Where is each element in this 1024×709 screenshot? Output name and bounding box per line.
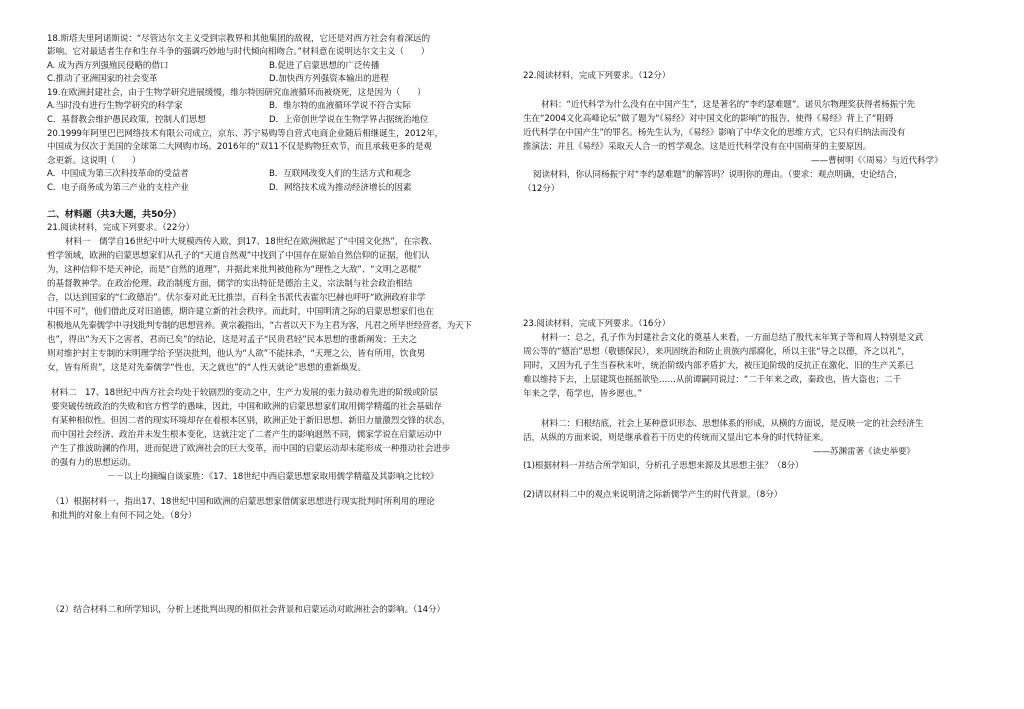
q20-stem-line-3: 念更新。这说明（ ） [47, 156, 141, 166]
q20-option-a: A．中国成为第三次科技革命的受益者 [47, 169, 189, 179]
q19-stem: 19.在欧洲封建社会，由于生物学研究进展缓慢，维尔特因研究血液循环而被烧死，这是因为（ ） [47, 88, 426, 98]
q18-stem-line-1: 18.斯塔夫里阿诺斯说：“尽管达尔文主义受到宗教界和其他集团的敌视，它还是对西方社会有着深远的 [47, 34, 430, 44]
section-title: 二、材料题（共3大题，共50分） [47, 210, 182, 220]
q23-material2-line-2: 活，从纵的方面来说，则是继承着若干历史的传统而又显出它本身的时代特征来。 [523, 433, 829, 443]
q21-material2-line-3: 有某种相似性。但因二者的现实环境却存在着根本区别，欧洲正处于新旧思想、新旧力量激烈交锋的状态， [51, 416, 451, 426]
q21-material1-line-5: 合，以达到国家的“仁政德治”。伏尔泰对此无比推崇，百科全书派代表霍尔巴赫也呼吁“欧洲政府非学 [47, 293, 426, 303]
q20-option-c: C．电子商务成为第三产业的支柱产业 [47, 183, 189, 193]
q23-question-1: (1)根据材料一并结合所学知识，分析孔子思想来源及其思想主张？（8分） [523, 461, 804, 471]
q20-option-b: B．互联网改变人们的生活方式和观念 [269, 169, 411, 179]
q21-material2-line-6: 的强有力的思想运动。 [51, 458, 136, 468]
q21-intro: 21.阅读材料，完成下列要求。（22分） [47, 223, 195, 233]
q20-stem-line-1: 20.1999年阿里巴巴网络技术有限公司成立，京东、苏宁易购等自营式电商企业随后相继诞生，2012年， [47, 129, 444, 139]
q21-material1-line-7: 积极地从先秦儒学中寻找批判专制的思想营养。黄宗羲指出，“古者以天下为主君为客，凡君之所毕世经营者，为天下 [47, 321, 472, 331]
q23-material1-line-4: 难以维持下去，上层建筑也摇摇欲坠……从前谭嗣同说过：“二千年来之政，秦政也，皆大盗也；二千 [523, 375, 902, 385]
q19-option-c: C．基督教会维护愚民政策，控制人们思想 [47, 115, 206, 125]
q21-material2-line-2: 要突破传统政治的失败和官方哲学的愚味，因此，中国和欧洲的启蒙思想家们取用儒学精蕴的社会基础存 [51, 402, 442, 412]
q21-source: －－以上均摘编自谈家胜：《17、18世纪中西启蒙思想家取用儒学精蕴及其影响之比较》 [107, 472, 439, 482]
q23-intro: 23.阅读材料，完成下列要求。（16分） [523, 319, 671, 329]
q18-stem-line-2: 影响。它对最适者生存和生存斗争的强调巧妙地与时代倾向相吻合。”材料意在说明达尔文主义（ ） [47, 47, 430, 57]
q21-material1-line-8: 也”，得出“为天下之害者，君而已矣”的结论，这是对孟子“民贵君轻”民本思想的重新阐发；王夫之 [47, 335, 418, 345]
q21-question-1-line-1: （1）根据材料一，指出17、18世纪中国和欧洲的启蒙思想家借儒家思想进行现实批判时所利用的理论 [51, 497, 435, 507]
q18-option-c: C.推动了亚洲国家的社会变革 [47, 74, 158, 84]
q18-option-b: B.促进了启蒙思想的广泛传播 [269, 61, 380, 71]
q21-material2-line-1: 材料二 17、18世纪中西方社会均处于较剧烈的变动之中，生产力发展的张力鼓动着先进的阶级或阶层 [51, 388, 438, 398]
q21-material1-line-1: 材料一 儒学自16世纪中叶大规模西传入欧，到17、18世纪在欧洲掀起了“中国文化热”，在宗教、 [65, 237, 438, 247]
q19-option-a: A.当时没有进行生物学研究的科学家 [47, 101, 183, 111]
q22-material-line-3: 近代科学在中国产生”的罪名。杨先生认为，《易经》影响了中华文化的思维方式，它只有归纳法而没有 [523, 128, 906, 138]
q19-option-b: B．维尔特的血液循环学说不符合实际 [269, 101, 411, 111]
q23-material2-line-1: 材料二：归根结底，社会上某种意识形态、思想体系的形成，从横的方面说，是反映一定的社会经济生 [541, 419, 924, 429]
q21-material1-line-3: 为，这种信仰不是天神论，而是“自然的道理”，并据此来批判被他称为“理性之大敌”、“文明之恶棍” [47, 265, 422, 275]
q20-option-d: D．网络技术成为推动经济增长的因素 [269, 183, 412, 193]
q22-question-line-2: （12分） [523, 184, 560, 194]
q21-material1-line-9: 则对维护封主专制的宋明理学给予坚决批判，他认为“人欲”不能抹杀，“天理之公，皆有所用，饮食男 [47, 349, 426, 359]
q23-material1-line-3: 同时，又因为孔子生当春秋末叶，统治阶级内部矛盾扩大，被压迫阶级的反抗正在激化，旧的生产关系已 [523, 361, 914, 371]
q22-question-line-1: 阅读材料，你认同杨振宁对“李约瑟难题”的解答吗？说明你的理由。（要求：观点明确，史论结合， [533, 170, 903, 180]
q23-material1-line-5: 年来之学，荀学也，皆乡愿也。” [523, 389, 642, 399]
q21-material1-line-2: 哲学领域，欧洲的启蒙思想家们从孔子的“天道自然观”中找到了中国存在原始自然信仰的证据，他们认 [47, 251, 430, 261]
q21-material1-line-10: 女，皆有所贵”，这是对先秦儒学“性也，天之就也”的“人性天就论”思想的重新焕发。 [47, 363, 367, 373]
q23-question-2: (2)请以材料二中的观点来说明清之际新儒学产生的时代背景。（8分） [523, 490, 783, 500]
q23-material1-line-1: 材料一：总之，孔子作为封建社会文化的奠基人来看，一方面总结了殷代末年箕子等和周人特别是文武 [541, 333, 924, 343]
q21-material2-line-5: 产生了推波助澜的作用，进而促进了欧洲社会的巨大变革，而中国的启蒙运动却未能形成一种推动社会进步 [51, 444, 451, 454]
q18-option-a: A. 成为西方列强殖民侵略的借口 [47, 61, 169, 71]
q23-material1-line-2: 周公等的“德治”思想（敬德保民），来巩固统治和防止贵族内部腐化，所以主张“导之以德，齐之以礼”， [523, 347, 910, 357]
q22-material-line-2: 生在“2004文化高峰论坛”做了题为“《易经》对中国文化的影响”的报告，使得《易经》背上了“阻碍 [523, 114, 894, 124]
q22-intro: 22.阅读材料，完成下列要求。（12分） [523, 71, 671, 81]
q21-question-2: （2）结合材料二和所学知识，分析上述批判出现的相似社会背景和启蒙运动对欧洲社会的影响。（14分） [51, 605, 446, 615]
q23-source: ——苏渊雷著《读史举要》 [813, 447, 915, 457]
q22-material-line-1: 材料：“近代科学为什么没有在中国产生”，这是著名的“李约瑟难题”。诺贝尔物理奖获得者杨振宁先 [541, 100, 916, 110]
q20-stem-line-2: 中国成为仅次于美国的全球第二大网购市场。2016年的“双11不仅是购物狂欢节，而且承载更多的是观 [47, 142, 432, 152]
q22-source: ——曹树明《〈周易〉与近代科学》 [811, 156, 943, 166]
q21-material1-line-4: 的基督教神学。在政治伦理、政治制度方面，儒学的实出特征是德治主义，宗法制与社会政治相结 [47, 279, 413, 289]
q21-material1-line-6: 中国不可”，他们借此反对旧道德，期许建立新的社会秩序。而此时，中国明清之际的启蒙思想家们也在 [47, 307, 434, 317]
q21-question-1-line-2: 和批判的对象上有何不同之处。（8分） [51, 511, 197, 521]
q19-option-d: D．上帝创世学说在生物学界占据统治地位 [269, 115, 429, 125]
q22-material-line-4: 推演法；并且《易经》采取天人合一的哲学观念。这是近代科学没有在中国萌芽的主要原因。 [523, 142, 872, 152]
q21-material2-line-4: 而中国社会经济、政治并未发生根本变化，这就注定了二者产生的影响迥然不同，儒家学说在启蒙运动中 [51, 430, 442, 440]
q18-option-d: D.加快西方列强资本输出的进程 [269, 74, 389, 84]
